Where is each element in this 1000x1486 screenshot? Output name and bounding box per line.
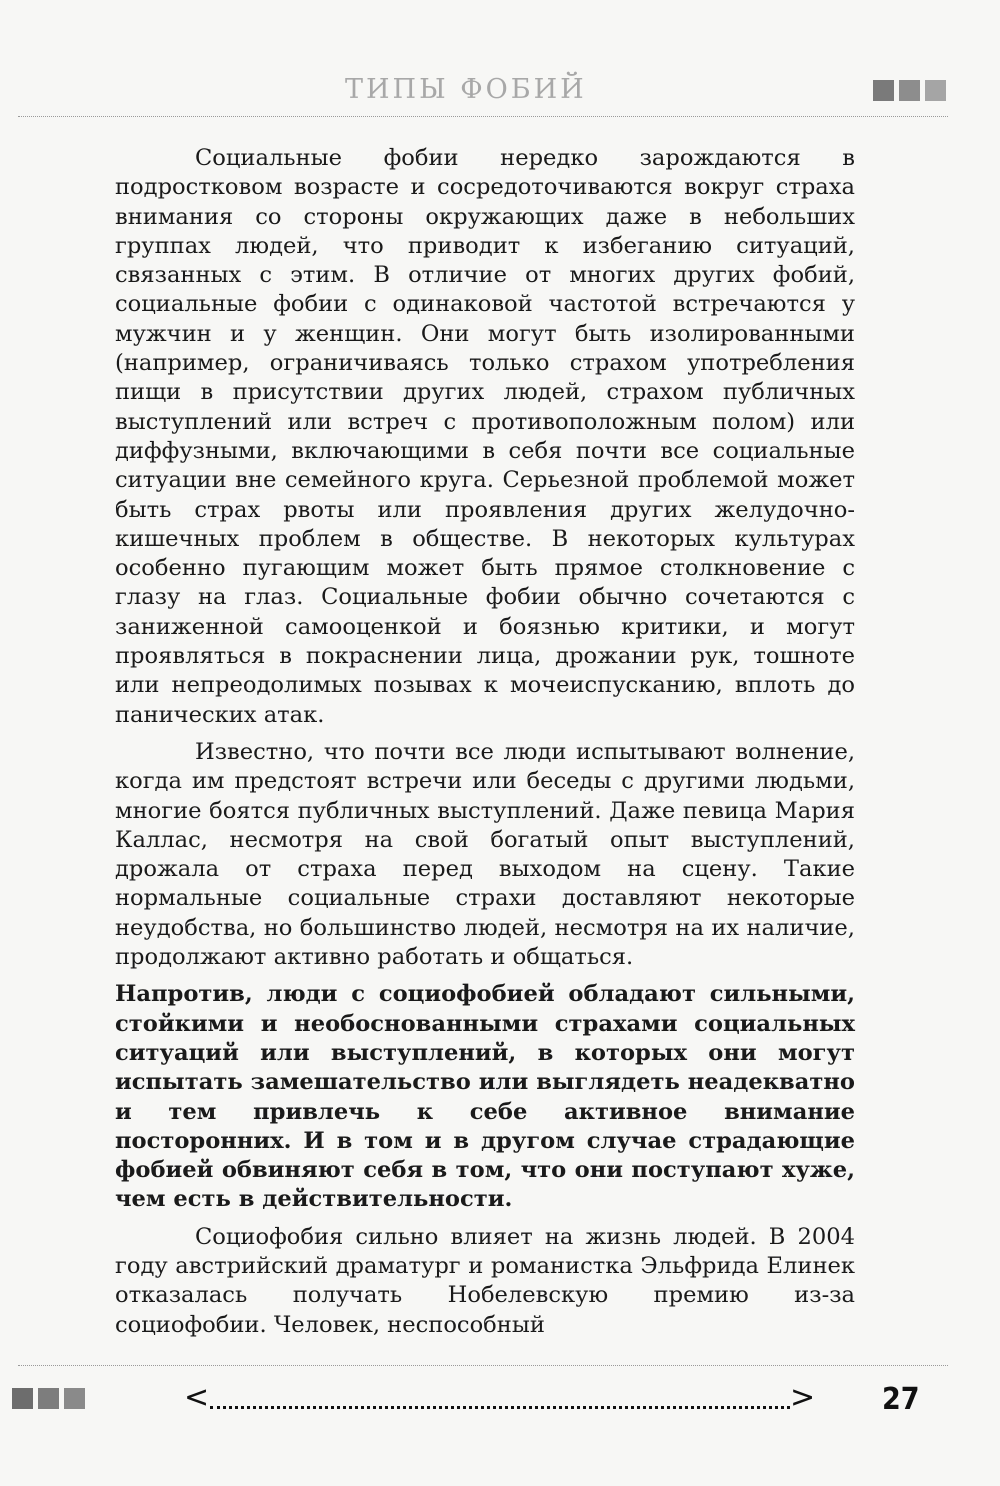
decorative-square-icon — [925, 80, 946, 101]
decorative-square-icon — [873, 80, 894, 101]
footer-divider — [18, 1365, 948, 1366]
running-header — [0, 70, 1000, 110]
paragraph: Социальные фобии нередко зарождаются в подростковом возрасте и сосредоточиваются вокруг страха внимания со стороны окружающих даже в небольших группах людей, что приводит к избеганию ситуаций, связанных с этим. В отличие от многих других фобий, социальные фобии с одинаковой частотой встречаются у мужчин и у женщин. Они могут быть изолированными (например, ограничиваясь только страхом употребления пищи в присутствии других людей, страхом публичных выступлений или встреч с противоположным полом) или диффузными, включающими в себя почти все социальные ситуации вне семейного круга. Серьезной проблемой может быть страх рвоты или проявления других желудочно-кишечных проблем в обществе. В некоторых культурах особенно пугающим может быть прямое столкновение с глазу на глаз. Социальные фобии обычно сочетаются с заниженной самооценкой и боязнью критики, и могут проявляться в покраснении лица, дрожании рук, тошноте или непреодолимых позывах к мочеиспусканию, вплоть до панических атак. — [115, 145, 855, 728]
page-footer — [0, 1380, 1000, 1430]
header-decoration — [873, 80, 946, 101]
paragraph: Напротив, люди с социофобией обладают сильными, стойкими и необоснованными страхами социальных ситуаций или выступлений, в которых они могут испытать замешательство или выглядеть неадекватно и тем привлечь к себе активное внимание посторонних. И в том и в другом случае страдающие фобией обвиняют себя в том, что они поступают хуже, чем есть в действительности. — [115, 981, 855, 1213]
dotted-leader — [210, 1406, 790, 1409]
header-divider — [18, 116, 948, 117]
paragraph: Социофобия сильно влияет на жизнь людей. В 2004 году австрийский драматург и романистка Эльфрида Елинек отказалась получать Нобелевскую премию из-за социофобии. Человек, неспособный — [115, 1223, 855, 1338]
decorative-square-icon — [12, 1388, 33, 1409]
body-text — [115, 144, 855, 1340]
chevron-left-icon: < — [184, 1380, 210, 1415]
paragraph: Известно, что почти все люди испытывают волнение, когда им предстоят встречи или беседы с другими людьми, многие боятся публичных выступлений. Даже певица Мария Каллас, несмотря на свой богатый опыт выступлений, дрожала от страха перед выходом на сцену. Такие нормальные социальные страхи доставляют некоторые неудобства, но большинство людей, несмотря на их наличие, продолжают активно работать и общаться. — [115, 738, 855, 971]
page-number: 27 — [882, 1382, 920, 1417]
chevron-right-icon: > — [790, 1380, 816, 1415]
footer-decoration — [12, 1388, 85, 1409]
decorative-square-icon — [64, 1388, 85, 1409]
decorative-square-icon — [899, 80, 920, 101]
running-title: ТИПЫ ФОБИЙ — [345, 74, 587, 105]
decorative-square-icon — [38, 1388, 59, 1409]
